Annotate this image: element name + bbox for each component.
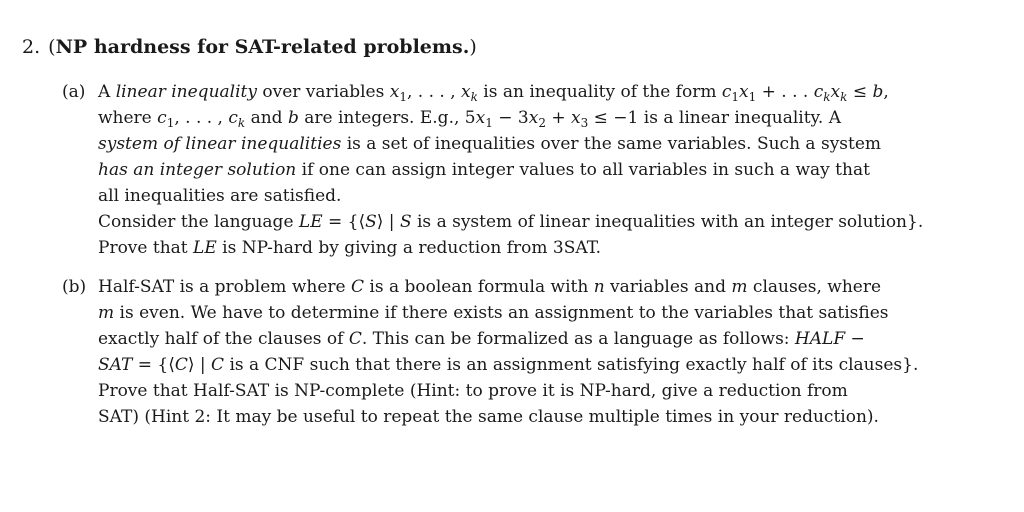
part-a-label: (a) [62, 82, 86, 102]
part-a-body [98, 79, 998, 261]
part-a-line-3: system of linear inequalities is a set of inequalities over the same variables. Such a system [98, 134, 882, 154]
part-b [62, 274, 1002, 430]
part-a-line-6: Consider the language LE = {⟨S⟩ | S is a system of linear inequalities with an integer solution}. [98, 212, 924, 232]
part-b-line-4: SAT = {⟨C⟩ | C is a CNF such that there is an assignment satisfying exactly half of its clauses}. [98, 355, 919, 375]
part-b-body [98, 274, 998, 430]
part-a-line-7: Prove that LE is NP-hard by giving a reduction from 3SAT. [98, 238, 601, 258]
part-b-line-6: SAT) (Hint 2: It may be useful to repeat the same clause multiple times in your reduction). [98, 407, 879, 427]
problem-title: NP hardness for SAT-related problems. [55, 36, 470, 58]
title-paren-close: ) [469, 36, 477, 58]
title-paren-open: ( [48, 36, 56, 58]
part-a-line-2: where $c_1$, . . . , $c_k$ and b are integers. E.g., $5x_1 - 3x_2 + x_3 \le -1$ is a linear inequality. A [98, 108, 841, 130]
part-b-label: (b) [62, 277, 87, 297]
part-a-line-5: all inequalities are satisfied. [98, 186, 342, 206]
part-b-line-1: Half-SAT is a problem where C is a boolean formula with n variables and m clauses, where [98, 277, 882, 297]
problem-heading [22, 34, 477, 60]
part-a [62, 79, 1002, 261]
part-a-line-1: A linear inequality over variables $x_1$, . . . , $x_k$ is an inequality of the form $c_1x_1$ + . . . $c_kx_k \le b$, [98, 82, 889, 104]
part-b-line-3: exactly half of the clauses of C. This can be formalized as a language as follows: HALF − [98, 329, 865, 349]
part-a-line-4: has an integer solution if one can assign integer values to all variables in such a way that [98, 160, 870, 180]
part-b-line-2: m is even. We have to determine if there exists an assignment to the variables that satisfies [98, 303, 889, 323]
problem-number: 2. [22, 36, 41, 58]
part-b-line-5: Prove that Half-SAT is NP-complete (Hint: to prove it is NP-hard, give a reduction from [98, 381, 848, 401]
